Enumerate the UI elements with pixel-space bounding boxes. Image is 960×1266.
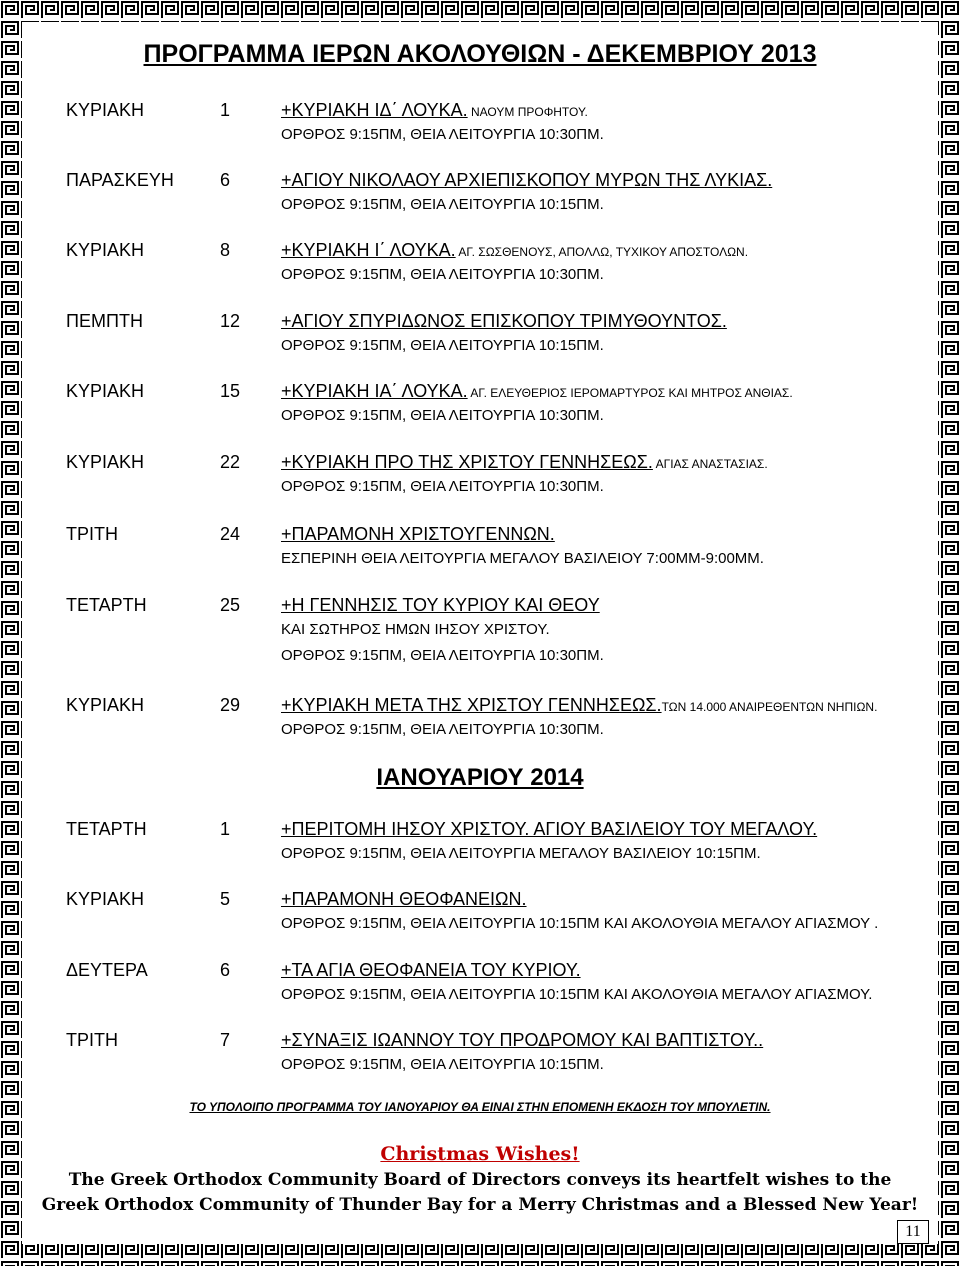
feast-note: ΑΓ. ΕΛΕΥΘΕΡΙΟΣ ΙΕΡΟΜΑΡΤΥΡΟΣ ΚΑΙ ΜΗΤΡΟΣ ΑΝΘΙΑΣ. bbox=[467, 386, 793, 400]
weekday-label: ΠΑΡΑΣΚΕΥΗ bbox=[66, 170, 174, 190]
service-times: ΟΡΘΡΟΣ 9:15ΠΜ, ΘΕΙΑ ΛΕΙΤΟΥΡΓΙΑ 10:30ΠΜ. bbox=[281, 721, 604, 738]
weekday-label: ΤΕΤΑΡΤΗ bbox=[66, 819, 147, 839]
feast-note: ΝΑΟΥΜ ΠΡΟΦΗΤΟΥ. bbox=[467, 105, 588, 119]
footnote: ΤΟ ΥΠΟΛΟΙΠΟ ΠΡΟΓΡΑΜΜΑ ΤΟΥ ΙΑΝΟΥΑΡΙΟΥ ΘΑ ΕΙΝΑΙ ΣΤΗΝ ΕΠΟΜΕΝΗ ΕΚΔΟΣΗ ΤΟΥ ΜΠΟΥΛΕΤΙΝ. bbox=[189, 1100, 771, 1114]
date-number: 1 bbox=[220, 100, 231, 120]
date-number: 6 bbox=[220, 960, 231, 980]
feast-title bbox=[281, 170, 772, 191]
feast-title bbox=[281, 524, 555, 545]
page-number: 11 bbox=[897, 1220, 929, 1244]
service-times: ΟΡΘΡΟΣ 9:15ΠΜ, ΘΕΙΑ ΛΕΙΤΟΥΡΓΙΑ 10:15ΠΜ. bbox=[281, 196, 604, 213]
feast-title bbox=[281, 595, 600, 616]
date-number: 25 bbox=[220, 595, 241, 615]
page-title: ΠΡΟΓΡΑΜΜΑ ΙΕΡΩΝ ΑΚΟΛΟΥΘΙΩΝ - ΔΕΚΕΜΒΡΙΟΥ 2013 bbox=[143, 40, 817, 68]
feast-title bbox=[281, 100, 588, 121]
feast-name: +Η ΓΕΝΝΗΣΙΣ ΤΟΥ ΚΥΡΙΟΥ ΚΑΙ ΘΕΟΥ bbox=[281, 595, 600, 615]
date-number: 6 bbox=[220, 170, 231, 190]
service-times: ΟΡΘΡΟΣ 9:15ΠΜ, ΘΕΙΑ ΛΕΙΤΟΥΡΓΙΑ 10:15ΠΜ. bbox=[281, 337, 604, 354]
feast-title bbox=[281, 452, 768, 473]
feast-name: +ΚΥΡΙΑΚΗ ΙΔ΄ ΛΟΥΚΑ. bbox=[281, 100, 468, 120]
feast-name: +ΠΕΡΙΤΟΜΗ ΙΗΣΟΥ ΧΡΙΣΤΟΥ. ΑΓΙΟΥ ΒΑΣΙΛΕΙΟΥ ΤΟΥ ΜΕΓΑΛΟΥ. bbox=[281, 819, 818, 839]
wishes-line-2: Greek Orthodox Community of Thunder Bay for a Merry Christmas and a Blessed New Year! bbox=[41, 1195, 919, 1215]
feast-title bbox=[281, 311, 727, 332]
date-number: 29 bbox=[220, 695, 241, 715]
date-number: 1 bbox=[220, 819, 231, 839]
date-number: 12 bbox=[220, 311, 241, 331]
date-number: 15 bbox=[220, 381, 241, 401]
feast-name: +ΠΑΡΑΜΟΝΗ ΘΕΟΦΑΝΕΙΩΝ. bbox=[281, 889, 527, 909]
weekday-label: ΠΕΜΠΤΗ bbox=[66, 311, 143, 331]
feast-note: ΑΓ. ΣΩΣΘΕΝΟΥΣ, ΑΠΟΛΛΩ, ΤΥΧΙΚΟΥ ΑΠΟΣΤΟΛΩΝ. bbox=[455, 245, 749, 259]
feast-name: +ΚΥΡΙΑΚΗ ΙΑ΄ ΛΟΥΚΑ. bbox=[281, 381, 468, 401]
feast-title bbox=[281, 889, 527, 910]
date-number: 5 bbox=[220, 889, 231, 909]
weekday-label: ΤΡΙΤΗ bbox=[66, 524, 118, 544]
service-times: ΟΡΘΡΟΣ 9:15ΠΜ, ΘΕΙΑ ΛΕΙΤΟΥΡΓΙΑ ΜΕΓΑΛΟΥ ΒΑΣΙΛΕΙΟΥ 10:15ΠΜ. bbox=[281, 845, 761, 862]
feast-title bbox=[281, 381, 793, 402]
date-number: 7 bbox=[220, 1030, 231, 1050]
feast-name: +ΚΥΡΙΑΚΗ ΜΕΤΑ ΤΗΣ ΧΡΙΣΤΟΥ ΓΕΝΝΗΣΕΩΣ. bbox=[281, 695, 662, 715]
service-times: ΟΡΘΡΟΣ 9:15ΠΜ, ΘΕΙΑ ΛΕΙΤΟΥΡΓΙΑ 10:15ΠΜ ΚΑΙ ΑΚΟΛΟΥΘΙΑ ΜΕΓΑΛΟΥ ΑΓΙΑΣΜΟΥ . bbox=[281, 915, 879, 932]
feast-name: +ΑΓΙΟΥ ΣΠΥΡΙΔΩΝΟΣ ΕΠΙΣΚΟΠΟΥ ΤΡΙΜΥΘΟΥΝΤΟΣ. bbox=[281, 311, 727, 331]
service-times: ΟΡΘΡΟΣ 9:15ΠΜ, ΘΕΙΑ ΛΕΙΤΟΥΡΓΙΑ 10:15ΠΜ ΚΑΙ ΑΚΟΛΟΥΘΙΑ ΜΕΓΑΛΟΥ ΑΓΙΑΣΜΟΥ. bbox=[281, 986, 873, 1003]
service-times-extra: ΟΡΘΡΟΣ 9:15ΠΜ, ΘΕΙΑ ΛΕΙΤΟΥΡΓΙΑ 10:30ΠΜ. bbox=[281, 647, 604, 664]
feast-title bbox=[281, 1030, 763, 1051]
feast-name: +ΣΥΝΑΞΙΣ ΙΩΑΝΝΟΥ ΤΟΥ ΠΡΟΔΡΟΜΟΥ ΚΑΙ ΒΑΠΤΙΣΤΟΥ.. bbox=[281, 1030, 764, 1050]
weekday-label: ΚΥΡΙΑΚΗ bbox=[66, 240, 145, 260]
date-number: 24 bbox=[220, 524, 241, 544]
feast-title bbox=[281, 960, 581, 981]
service-times: ΟΡΘΡΟΣ 9:15ΠΜ, ΘΕΙΑ ΛΕΙΤΟΥΡΓΙΑ 10:30ΠΜ. bbox=[281, 266, 604, 283]
january-heading: ΙΑΝΟΥΑΡΙΟΥ 2014 bbox=[376, 764, 584, 791]
feast-name: +ΠΑΡΑΜΟΝΗ ΧΡΙΣΤΟΥΓΕΝΝΩΝ. bbox=[281, 524, 555, 544]
weekday-label: ΤΡΙΤΗ bbox=[66, 1030, 118, 1050]
feast-name: +ΚΥΡΙΑΚΗ Ι΄ ΛΟΥΚΑ. bbox=[281, 240, 456, 260]
feast-name: +ΚΥΡΙΑΚΗ ΠΡΟ ΤΗΣ ΧΡΙΣΤΟΥ ΓΕΝΝΗΣΕΩΣ. bbox=[281, 452, 653, 472]
weekday-label: ΚΥΡΙΑΚΗ bbox=[66, 381, 145, 401]
weekday-label: ΤΕΤΑΡΤΗ bbox=[66, 595, 147, 615]
feast-name: +ΤΑ ΑΓΙΑ ΘΕΟΦΑΝΕΙΑ ΤΟΥ ΚΥΡΙΟΥ. bbox=[281, 960, 581, 980]
feast-name: +ΑΓΙΟΥ ΝΙΚΟΛΑΟΥ ΑΡΧΙΕΠΙΣΚΟΠΟΥ ΜΥΡΩΝ ΤΗΣ ΛΥΚΙΑΣ. bbox=[281, 170, 773, 190]
feast-title bbox=[281, 695, 877, 716]
weekday-label: ΚΥΡΙΑΚΗ bbox=[66, 695, 145, 715]
service-times: ΟΡΘΡΟΣ 9:15ΠΜ, ΘΕΙΑ ΛΕΙΤΟΥΡΓΙΑ 10:30ΠΜ. bbox=[281, 407, 604, 424]
service-times: ΟΡΘΡΟΣ 9:15ΠΜ, ΘΕΙΑ ΛΕΙΤΟΥΡΓΙΑ 10:30ΠΜ. bbox=[281, 126, 604, 143]
wishes-title: Christmas Wishes! bbox=[380, 1143, 580, 1165]
date-number: 22 bbox=[220, 452, 241, 472]
weekday-label: ΚΥΡΙΑΚΗ bbox=[66, 889, 145, 909]
weekday-label: ΚΥΡΙΑΚΗ bbox=[66, 452, 145, 472]
feast-note: ΤΩΝ 14.000 ΑΝΑΙΡΕΘΕΝΤΩΝ ΝΗΠΙΩΝ. bbox=[661, 700, 878, 714]
feast-title bbox=[281, 819, 817, 840]
service-times: ΕΣΠΕΡΙΝΗ ΘΕΙΑ ΛΕΙΤΟΥΡΓΙΑ ΜΕΓΑΛΟΥ ΒΑΣΙΛΕΙΟΥ 7:00ΜΜ-9:00ΜΜ. bbox=[281, 550, 764, 567]
wishes-line-1: The Greek Orthodox Community Board of Directors conveys its heartfelt wishes to the bbox=[68, 1170, 892, 1190]
service-times: ΟΡΘΡΟΣ 9:15ΠΜ, ΘΕΙΑ ΛΕΙΤΟΥΡΓΙΑ 10:30ΠΜ. bbox=[281, 478, 604, 495]
service-times: ΟΡΘΡΟΣ 9:15ΠΜ, ΘΕΙΑ ΛΕΙΤΟΥΡΓΙΑ 10:15ΠΜ. bbox=[281, 1056, 604, 1073]
feast-note: ΑΓΙΑΣ ΑΝΑΣΤΑΣΙΑΣ. bbox=[652, 457, 768, 471]
feast-title bbox=[281, 240, 748, 261]
date-number: 8 bbox=[220, 240, 231, 260]
service-times: ΚΑΙ ΣΩΤΗΡΟΣ ΗΜΩΝ ΙΗΣΟΥ ΧΡΙΣΤΟΥ. bbox=[281, 621, 550, 638]
weekday-label: ΚΥΡΙΑΚΗ bbox=[66, 100, 145, 120]
weekday-label: ΔΕΥΤΕΡΑ bbox=[66, 960, 148, 980]
